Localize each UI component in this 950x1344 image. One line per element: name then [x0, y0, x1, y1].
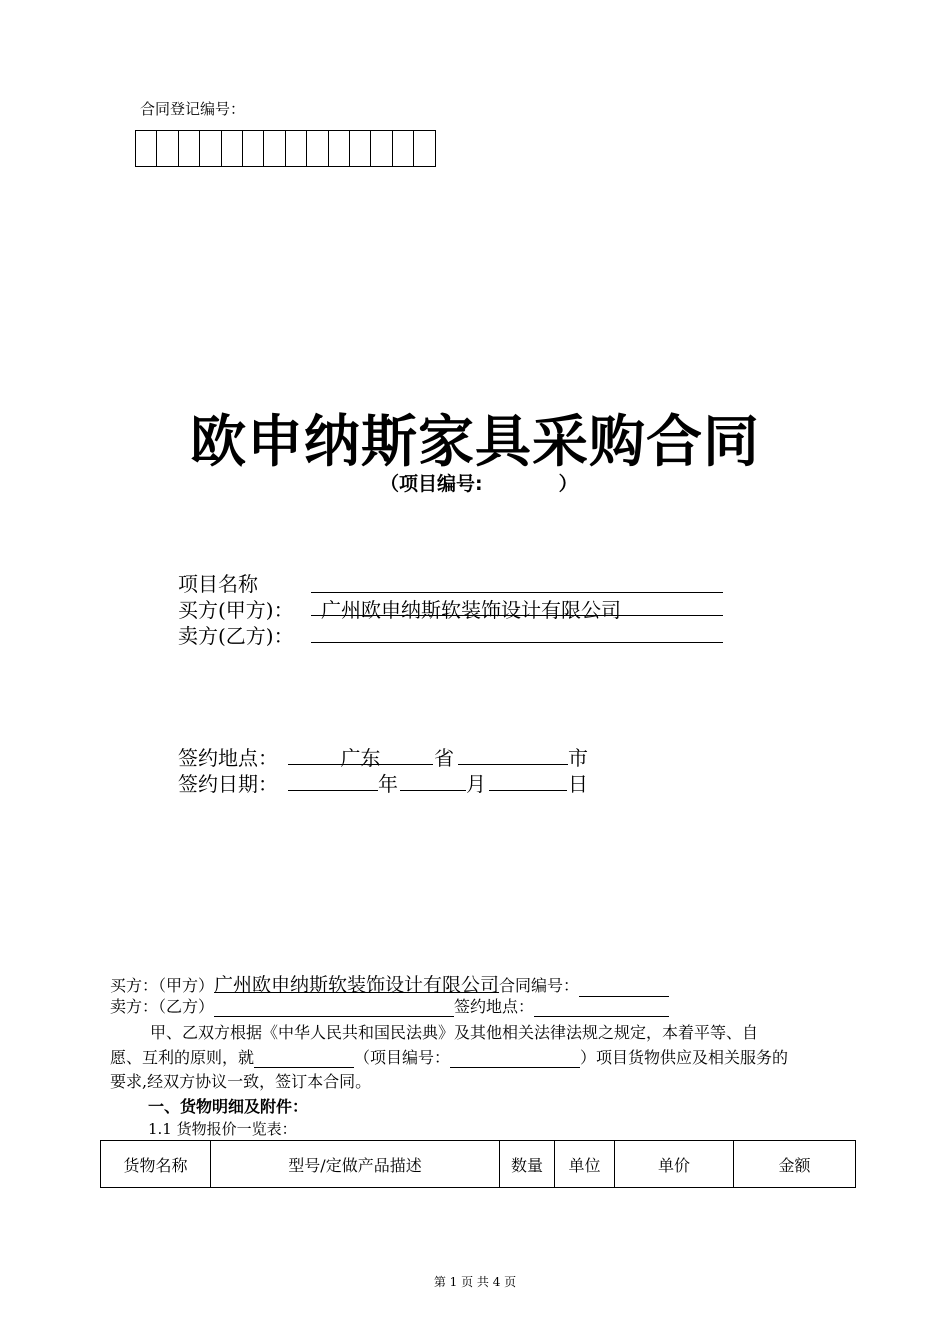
contract-sign-place-field[interactable]: [534, 998, 669, 1017]
table-header-row: [101, 1141, 856, 1188]
reg-box[interactable]: [414, 131, 435, 166]
reg-box[interactable]: [243, 131, 264, 166]
project-number-field[interactable]: [450, 1049, 580, 1068]
buyer-field[interactable]: 广州欧申纳斯软装饰设计有限公司: [311, 594, 723, 616]
header-unit-price: 单价: [615, 1141, 734, 1188]
contract-seller-line: [110, 994, 669, 1017]
seller-row: [178, 620, 294, 646]
reg-box[interactable]: [286, 131, 307, 166]
contract-seller-field[interactable]: [214, 998, 454, 1017]
section-1-heading: 一、货物明细及附件：: [148, 1097, 309, 1116]
paragraph-line-3: 要求,经双方协议一致，签订本合同。: [110, 1072, 372, 1091]
reg-box[interactable]: [307, 131, 328, 166]
contract-buyer-line: [110, 970, 669, 997]
paragraph-line-2-a: 愿、互利的原则，就: [110, 1048, 255, 1067]
header-unit: 单位: [555, 1141, 615, 1188]
header-amount: 金额: [734, 1141, 856, 1188]
contract-buyer-prefix: 买方：（甲方）: [110, 976, 215, 995]
project-name-field[interactable]: [311, 570, 723, 593]
sign-date-label: 签约日期：: [178, 772, 278, 796]
document-title: 欧申纳斯家具采购合同: [190, 410, 760, 475]
day-field[interactable]: [489, 768, 567, 791]
month-suffix: 月: [466, 772, 486, 796]
paragraph-line-2-c: ）项目货物供应及相关服务的: [580, 1048, 789, 1067]
contract-no-label: 合同编号：: [499, 976, 580, 995]
reg-box[interactable]: [179, 131, 200, 166]
header-goods-name: 货物名称: [101, 1141, 211, 1188]
city-suffix: 市: [568, 746, 588, 770]
reg-box[interactable]: [222, 131, 243, 166]
sign-place-label: 签约地点：: [178, 746, 278, 770]
city-field[interactable]: [458, 742, 568, 765]
contract-sign-place-label: 签约地点：: [454, 997, 535, 1016]
day-suffix: 日: [568, 772, 588, 796]
reg-box[interactable]: [157, 131, 178, 166]
registration-label: 合同登记编号：: [140, 100, 246, 118]
paragraph-line-2-b: （项目编号：: [354, 1048, 451, 1067]
reg-box[interactable]: [136, 131, 157, 166]
paragraph-line-2: [110, 1045, 788, 1068]
reg-box[interactable]: [350, 131, 371, 166]
header-model-description: 型号/定做产品描述: [211, 1141, 500, 1188]
section-1-1-heading: 1.1 货物报价一览表：: [148, 1120, 297, 1138]
registration-number-boxes[interactable]: [135, 130, 436, 167]
year-field[interactable]: [288, 768, 378, 791]
contract-buyer-name[interactable]: 广州欧申纳斯软装饰设计有限公司: [214, 974, 500, 996]
province-field[interactable]: 广东: [288, 742, 433, 765]
goods-quote-table: [100, 1140, 856, 1188]
seller-label: 卖方(乙方)：: [178, 624, 294, 648]
reg-box[interactable]: [329, 131, 350, 166]
reg-box[interactable]: [264, 131, 285, 166]
buyer-label: 买方(甲方)：: [178, 598, 294, 622]
header-quantity: 数量: [500, 1141, 555, 1188]
province-suffix: 省: [434, 746, 454, 770]
paragraph-line-1: 甲、乙双方根据《中华人民共和国民法典》及其他相关法律法规之规定，本着平等、自: [150, 1023, 759, 1042]
reg-box[interactable]: [371, 131, 392, 166]
year-suffix: 年: [378, 772, 398, 796]
project-name-row: [178, 568, 258, 594]
contract-seller-prefix: 卖方：（乙方）: [110, 997, 215, 1016]
reg-box[interactable]: [393, 131, 414, 166]
page-footer: 第 1 页 共 4 页: [433, 1275, 517, 1289]
project-name-label: 项目名称: [178, 572, 258, 596]
buyer-row: [178, 594, 294, 620]
project-field[interactable]: [254, 1049, 354, 1068]
seller-field[interactable]: [311, 620, 723, 643]
month-field[interactable]: [400, 768, 466, 791]
reg-box[interactable]: [200, 131, 221, 166]
project-number-line: （项目编号: ）: [380, 473, 578, 495]
